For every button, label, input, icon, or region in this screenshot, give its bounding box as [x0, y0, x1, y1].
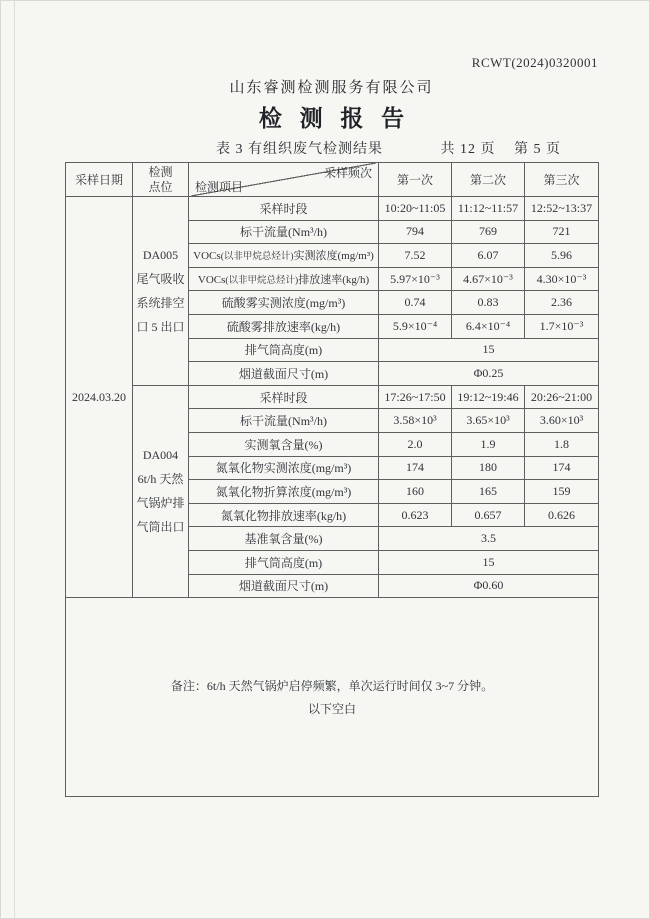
row-label-cell: 硫酸雾排放速率(kg/h)	[189, 314, 379, 338]
merged-value-cell: Φ0.60	[379, 574, 599, 598]
value-cell: 0.74	[379, 291, 452, 315]
value-cell: 10:20~11:05	[379, 197, 452, 221]
value-cell: 12:52~13:37	[525, 197, 599, 221]
label-suffix: 排放速率(kg/h)	[298, 274, 370, 287]
row-label-cell	[189, 244, 379, 268]
below-blank-text: 以下空白	[307, 701, 356, 716]
table-row	[66, 385, 599, 409]
row-label-cell: 基准氧含量(%)	[189, 527, 379, 551]
row-label-cell: 烟道截面尺寸(m)	[189, 574, 379, 598]
point-line: 系统排空	[136, 295, 185, 310]
page-info	[441, 141, 562, 159]
value-cell: 0.623	[379, 503, 452, 527]
header-diagonal-cell	[189, 163, 379, 197]
value-cell: 174	[379, 456, 452, 480]
value-cell: 721	[525, 220, 599, 244]
value-cell: 180	[452, 456, 525, 480]
value-cell: 159	[525, 480, 599, 504]
point-line: DA005	[142, 247, 179, 262]
point-line: DA004	[142, 448, 179, 463]
table-row	[66, 197, 599, 221]
value-cell: 5.9×10⁻⁴	[379, 314, 452, 338]
value-cell: 2.0	[379, 432, 452, 456]
label-small: (以非甲烷总烃计)	[220, 252, 294, 263]
value-cell: 6.4×10⁻⁴	[452, 314, 525, 338]
header-monitor-point	[133, 163, 189, 197]
row-label-cell: 氮氧化物折算浓度(mg/m³)	[189, 480, 379, 504]
point-line: 6t/h 天然	[137, 472, 184, 487]
row-label-cell: 排气筒高度(m)	[189, 338, 379, 362]
value-cell: 1.9	[452, 432, 525, 456]
value-cell: 1.7×10⁻³	[525, 314, 599, 338]
row-label-cell: 采样时段	[189, 197, 379, 221]
page-title: 检 测 报 告	[258, 106, 411, 131]
value-cell: 3.65×10³	[452, 409, 525, 433]
merged-value-cell: Φ0.25	[379, 362, 599, 386]
value-cell: 3.58×10³	[379, 409, 452, 433]
value-cell: 0.657	[452, 503, 525, 527]
merged-value-cell: 15	[379, 550, 599, 574]
label-suffix: 实测浓度(mg/m³)	[293, 250, 374, 263]
table-caption: 表 3 有组织废气检测结果	[216, 142, 384, 157]
value-cell: 2.36	[525, 291, 599, 315]
header-run-1: 第一次	[379, 163, 452, 197]
remark-cell	[66, 598, 599, 797]
header-sample-date: 采样日期	[66, 163, 133, 197]
value-cell: 165	[452, 480, 525, 504]
value-cell: 11:12~11:57	[452, 197, 525, 221]
row-label-cell: 标干流量(Nm³/h)	[189, 409, 379, 433]
value-cell: 1.8	[525, 432, 599, 456]
header-sample-frequency: 采样频次	[323, 166, 372, 180]
row-label-cell	[189, 267, 379, 291]
point-line: 尾气吸收	[136, 271, 185, 286]
point-line: 口 5 出口	[136, 319, 185, 334]
value-cell: 794	[379, 220, 452, 244]
row-label-cell: 氮氧化物实测浓度(mg/m³)	[189, 456, 379, 480]
merged-value-cell: 3.5	[379, 527, 599, 551]
row-label-cell: 标干流量(Nm³/h)	[189, 220, 379, 244]
value-cell: 0.626	[525, 503, 599, 527]
value-cell: 6.07	[452, 244, 525, 268]
point-cell-da004	[133, 385, 189, 597]
row-label-cell: 实测氧含量(%)	[189, 432, 379, 456]
header-run-3: 第三次	[525, 163, 599, 197]
header-test-item: 检测项目	[195, 180, 244, 194]
results-table	[65, 162, 599, 797]
sample-date-cell: 2024.03.20	[66, 197, 133, 598]
report-number: RCWT(2024)0320001	[471, 55, 598, 70]
value-cell: 174	[525, 456, 599, 480]
row-label-cell: 烟道截面尺寸(m)	[189, 362, 379, 386]
label-prefix: VOCs	[197, 274, 226, 287]
point-line: 气锅炉排	[136, 496, 185, 511]
row-label-cell: 采样时段	[189, 385, 379, 409]
value-cell: 5.97×10⁻³	[379, 267, 452, 291]
point-line: 气筒出口	[136, 520, 185, 535]
row-label-cell: 硫酸雾实测浓度(mg/m³)	[189, 291, 379, 315]
value-cell: 19:12~19:46	[452, 385, 525, 409]
point-cell-da005	[133, 197, 189, 386]
value-cell: 4.67×10⁻³	[452, 267, 525, 291]
current-page: 第 5 页	[514, 142, 561, 157]
row-label-cell: 排气筒高度(m)	[189, 550, 379, 574]
remark-text: 备注：6t/h 天然气锅炉启停频繁，单次运行时间仅 3~7 分钟。	[170, 678, 494, 693]
value-cell: 769	[452, 220, 525, 244]
value-cell: 4.30×10⁻³	[525, 267, 599, 291]
value-cell: 5.96	[525, 244, 599, 268]
company-name: 山东睿测检测服务有限公司	[229, 80, 434, 96]
value-cell: 7.52	[379, 244, 452, 268]
caption-row	[65, 141, 598, 159]
value-cell: 20:26~21:00	[525, 385, 599, 409]
value-cell: 0.83	[452, 291, 525, 315]
remark-row	[66, 598, 599, 797]
header-monitor-point-label: 检测点位	[148, 164, 173, 194]
label-prefix: VOCs	[193, 250, 221, 263]
value-cell: 3.60×10³	[525, 409, 599, 433]
label-small: (以非甲烷总烃计)	[225, 276, 299, 287]
page-content	[65, 55, 598, 797]
merged-value-cell: 15	[379, 338, 599, 362]
diagonal-divider	[191, 163, 376, 196]
value-cell: 17:26~17:50	[379, 385, 452, 409]
header-run-2: 第二次	[452, 163, 525, 197]
total-pages: 共 12 页	[440, 142, 496, 157]
table-header-row	[66, 163, 599, 197]
value-cell: 160	[379, 480, 452, 504]
row-label-cell: 氮氧化物排放速率(kg/h)	[189, 503, 379, 527]
